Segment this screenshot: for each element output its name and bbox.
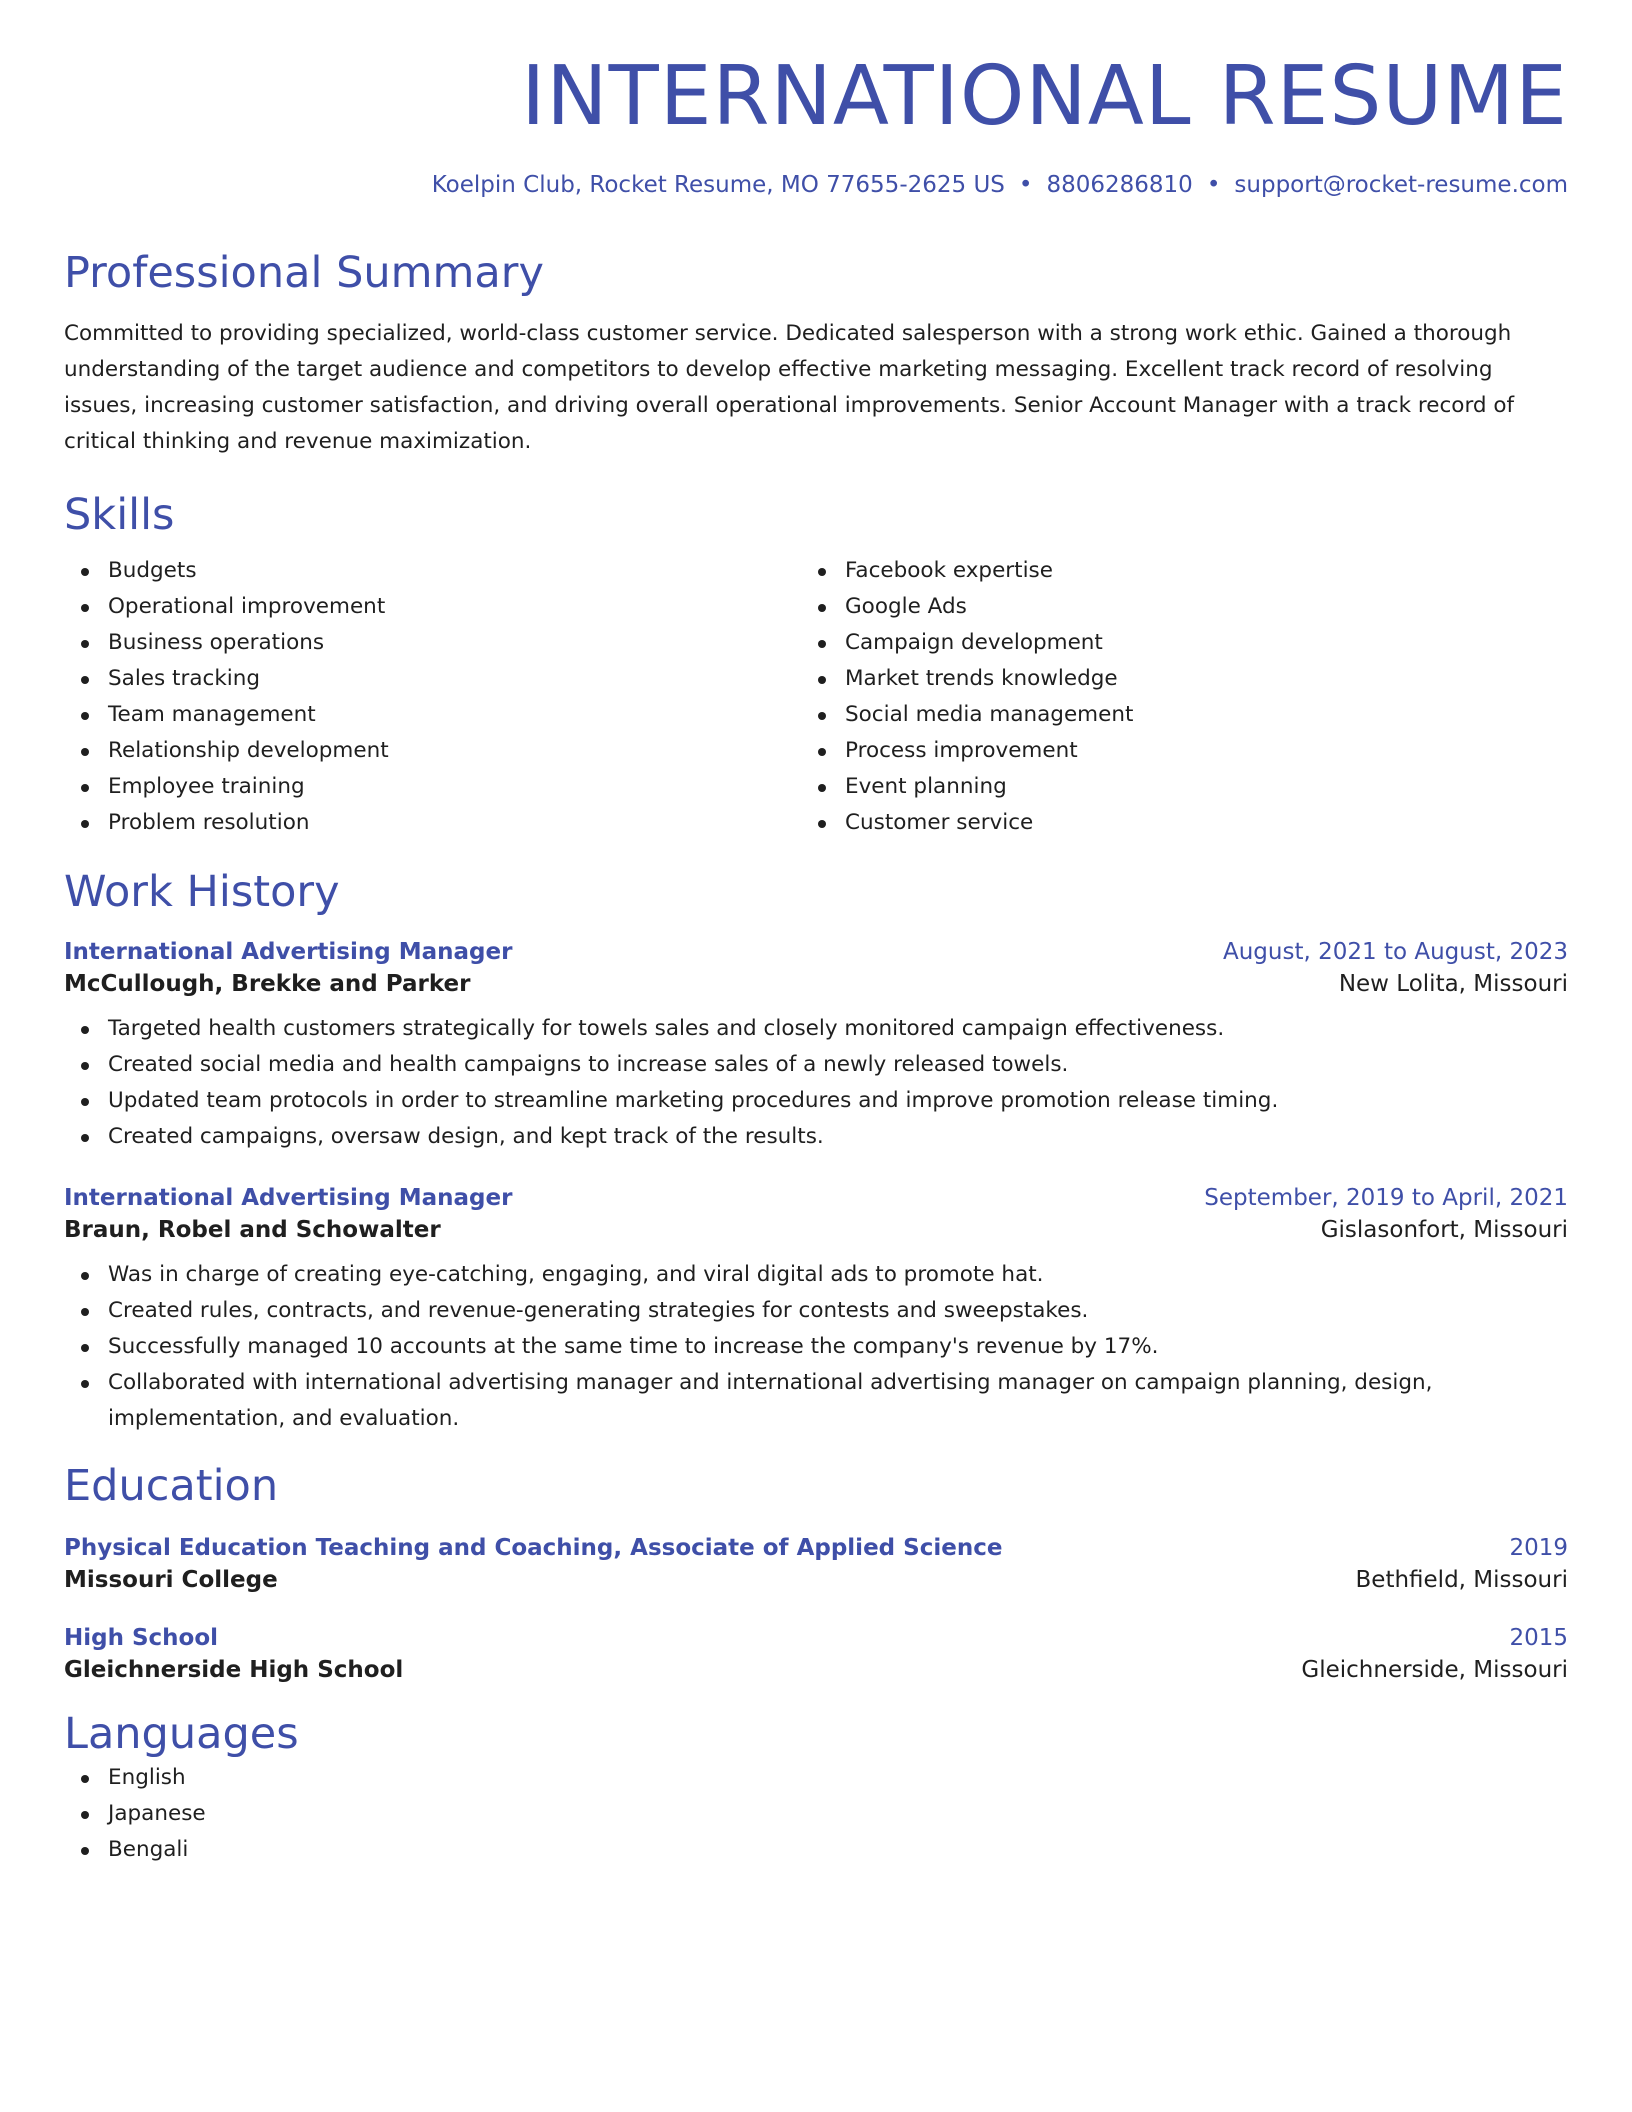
job-title: International Advertising Manager [64,938,513,965]
skill-item: Business operations [64,625,801,661]
education-degree: High School [64,1624,219,1651]
skill-item: Sales tracking [64,661,801,697]
job-bullet: Created social media and health campaigns to increase sales of a newly released towels. [64,1047,1568,1083]
summary-text: Committed to providing specialized, world-class customer service. Dedicated salesperson with a strong work ethic. Gained a thorough understanding of the target audience and competitors to develop effective marketing messaging. Excellent track record of resolving issues, increasing customer satisfaction, and driving overall operational improvements. Senior Account Manager with a track record of critical thinking and revenue maximization. [64,320,1515,454]
contact-email: support@rocket-resume.com [1234,172,1568,199]
skill-item: Event planning [801,769,1538,805]
education-header-row [64,1535,1568,1561]
skill-item: Problem resolution [64,805,801,841]
contact-address: Koelpin Club, Rocket Resume, MO 77655-2625 US [431,172,1005,199]
job-bullets [64,1011,1568,1155]
skill-item: Campaign development [801,625,1538,661]
work-history-section [64,867,1568,1437]
education-school: Gleichnerside High School [64,1656,404,1683]
skill-item: Operational improvement [64,589,801,625]
skill-item: Relationship development [64,733,801,769]
education-section [64,1461,1568,1683]
skill-item: Process improvement [801,733,1538,769]
education-location: Gleichnerside, Missouri [1301,1656,1568,1683]
summary-heading: Professional Summary [64,248,544,299]
skill-item: Employee training [64,769,801,805]
education-entry [64,1625,1568,1683]
education-entry [64,1535,1568,1593]
language-item: Japanese [64,1796,1568,1832]
job-company: Braun, Robel and Schowalter [64,1216,441,1243]
job-entry [64,939,1568,1155]
education-header-row [64,1625,1568,1651]
job-bullet: Collaborated with international advertising manager and international advertising manager on campaign planning, design, implementation, and evaluation. [64,1365,1568,1437]
education-year: 2019 [1509,1534,1568,1561]
contact-phone: 8806286810 [1046,172,1193,199]
language-item: Bengali [64,1832,1568,1868]
job-bullets [64,1257,1568,1437]
job-bullet: Was in charge of creating eye-catching, engaging, and viral digital ads to promote hat. [64,1257,1568,1293]
skill-item: Social media management [801,697,1538,733]
language-item: English [64,1760,1568,1796]
skill-item: Facebook expertise [801,553,1538,589]
skills-column-right [801,553,1538,841]
skill-item: Team management [64,697,801,733]
job-title: International Advertising Manager [64,1184,513,1211]
education-location: Bethfield, Missouri [1355,1566,1568,1593]
header [64,49,1568,199]
work-history-heading: Work History [64,867,340,918]
job-location: Gislasonfort, Missouri [1320,1216,1568,1243]
education-school: Missouri College [64,1566,278,1593]
education-heading: Education [64,1460,279,1511]
job-bullet: Created rules, contracts, and revenue-generating strategies for contests and sweepstakes. [64,1293,1568,1329]
education-school-row [64,1567,1568,1593]
contact-line [64,172,1568,198]
job-company: McCullough, Brekke and Parker [64,970,471,997]
languages-list [64,1760,1568,1868]
skills-list-left [64,553,801,841]
skill-item: Google Ads [801,589,1538,625]
skill-item: Customer service [801,805,1538,841]
education-school-row [64,1657,1568,1683]
job-header-row [64,1185,1568,1211]
skills-section [64,490,1568,842]
languages-section [64,1709,1568,1869]
contact-separator: • [1018,172,1033,199]
skill-item: Market trends knowledge [801,661,1538,697]
education-year: 2015 [1509,1624,1568,1651]
job-header-row [64,939,1568,965]
skill-item: Budgets [64,553,801,589]
skills-columns [64,553,1568,841]
summary-section [64,248,1568,460]
job-bullet: Targeted health customers strategically for towels sales and closely monitored campaign effectiveness. [64,1011,1568,1047]
job-company-row [64,1217,1568,1243]
job-location: New Lolita, Missouri [1338,970,1568,997]
skills-column-left [64,553,801,841]
job-dates: August, 2021 to August, 2023 [1223,938,1568,965]
education-degree: Physical Education Teaching and Coaching, Associate of Applied Science [64,1534,1003,1561]
contact-separator: • [1206,172,1221,199]
languages-heading: Languages [64,1708,299,1759]
job-bullet: Created campaigns, oversaw design, and kept track of the results. [64,1119,1568,1155]
skills-heading: Skills [64,489,175,540]
job-bullet: Updated team protocols in order to streamline marketing procedures and improve promotion release timing. [64,1083,1568,1119]
skills-list-right [801,553,1538,841]
job-company-row [64,971,1568,997]
job-dates: September, 2019 to April, 2021 [1204,1184,1568,1211]
job-bullet: Successfully managed 10 accounts at the same time to increase the company's revenue by 17%. [64,1329,1568,1365]
job-entry [64,1185,1568,1437]
resume-title: INTERNATIONAL RESUME [521,49,1568,144]
